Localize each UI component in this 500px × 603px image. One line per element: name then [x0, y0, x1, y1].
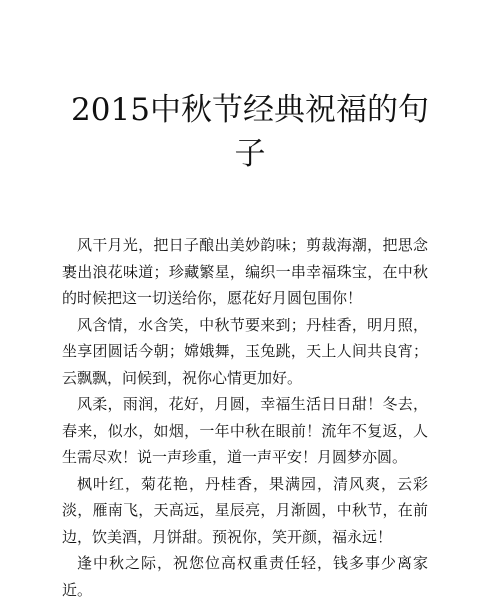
paragraph-3: 风柔，雨润，花好，月圆，幸福生活日日甜！冬去，春来，似水，如烟，一年中秋在眼前！流年不复返，人生需尽欢！说一声珍重，道一声平安！月圆梦亦圆。	[62, 395, 428, 466]
paragraph-5: 逢中秋之际，祝您位高权重责任轻，钱多事少离家近。	[62, 554, 428, 599]
paragraph-4: 枫叶红，菊花艳，丹桂香，果满园，清风爽，云彩淡，雁南飞，天高远，星辰亮，月渐圆，中秋节，在前边，饮美酒，月饼甜。预祝你，笑开颜，福永远！	[62, 474, 428, 546]
document-body	[62, 232, 428, 603]
paragraph-1: 风干月光，把日子酿出美妙韵味；剪裁海潮，把思念裹出浪花味道；珍藏繁星，编织一串幸福珠宝，在中秋的时候把这一切送给你，愿花好月圆包围你！	[62, 236, 428, 307]
document-title: 2015中秋节经典祝福的句子	[71, 92, 429, 172]
paragraph-2: 风含情，水含笑，中秋节要来到；丹桂香，明月照，坐享团圆话今朝；嫦娥舞，玉兔跳，天上人间共良宵；云飘飘，问候到，祝你心情更加好。	[62, 315, 428, 387]
